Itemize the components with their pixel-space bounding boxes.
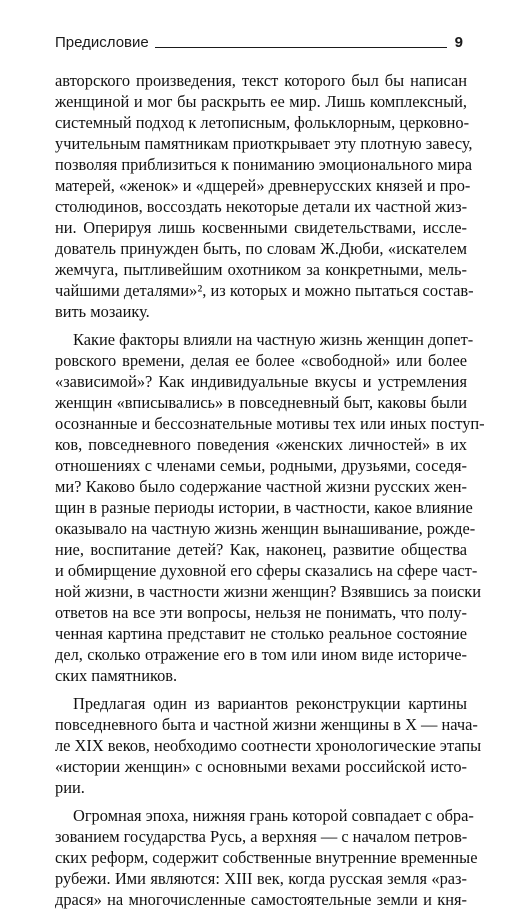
text-line: учительным памятникам приоткрывает эту плотную завесу,	[55, 134, 473, 153]
text-line: оказывало на частную жизнь женщин вынашивание, рожде-	[55, 519, 476, 538]
text-line: «зависимой»? Как индивидуальные вкусы и устремления	[55, 372, 467, 391]
text-line: Какие факторы влияли на частную жизнь женщин допет-	[73, 330, 474, 349]
running-title: Предисловие	[55, 34, 149, 51]
text-line: авторского произведения, текст которого был бы написан	[55, 71, 467, 90]
paragraph-3	[55, 693, 482, 798]
text-line: ченная картина представит не столько реальное состояние	[55, 624, 467, 643]
text-line: Огромная эпоха, нижняя грань которой совпадает с обра-	[73, 806, 474, 825]
body-text	[55, 70, 485, 917]
text-line: ских реформ, содержит собственные внутренние временные	[55, 848, 478, 867]
running-head	[55, 31, 463, 51]
page-number: 9	[454, 34, 463, 51]
text-line: Предлагая один из вариантов реконструкции картины	[73, 694, 467, 713]
text-line: ле XIX веков, необходимо соотнести хронологические этапы	[55, 736, 482, 755]
text-line: позволяя приблизиться к пониманию эмоционального мира	[55, 155, 473, 174]
text-line: осознанные и бессознательные мотивы тех или иных поступ-	[55, 414, 485, 433]
text-line: ских памятников.	[55, 666, 178, 685]
text-line: столюдинов, воссоздать некоторые детали их частной жиз-	[55, 197, 468, 216]
text-line: женщиной и мог бы раскрыть ее мир. Лишь комплексный,	[55, 92, 467, 111]
text-line: ние, воспитание детей? Как, наконец, развитие общества	[55, 540, 467, 559]
text-line: и обмирщение духовной его сферы сказались на сфере част-	[55, 561, 478, 580]
text-line: щин в разные периоды истории, в частности, какое влияние	[55, 498, 473, 517]
text-line: ми? Каково было содержание частной жизни русских жен-	[55, 477, 467, 496]
header-rule	[155, 47, 447, 48]
text-line: жемчуга, пытливейшим охотником за конкретными, мель-	[55, 260, 467, 279]
text-line: ной жизни, в частности жизни женщин? Взявшись за поиски	[55, 582, 482, 601]
text-line: матерей, «женок» и «дщерей» древнерусских князей и про-	[55, 176, 471, 195]
paragraph-4	[55, 805, 478, 910]
text-line: дователь принужден быть, по словам Ж.Дюби, «искателем	[55, 239, 467, 258]
text-line: чайшими деталями»², из которых и можно пытаться состав-	[55, 281, 474, 300]
text-line: драся» на многочисленные самостоятельные земли и кня-	[55, 890, 467, 909]
text-line: повседневного быта и частной жизни женщины в X — нача-	[55, 715, 478, 734]
text-line: зованием государства Русь, а верхняя — с началом петров-	[55, 827, 468, 846]
text-line: ответов на все эти вопросы, нельзя не понимать, что полу-	[55, 603, 467, 622]
text-line: системный подход к летописным, фольклорным, церковно-	[55, 113, 470, 132]
text-line: отношениях с членами семьи, родными, друзьями, соседя-	[55, 456, 467, 475]
text-line: «истории женщин» с основными вехами российской исто-	[55, 757, 467, 776]
text-line: ни. Оперируя лишь косвенными свидетельствами, иссле-	[55, 218, 467, 237]
text-line: ровского времени, делая ее более «свободной» или более	[55, 351, 467, 370]
text-line: женщин «вписывались» в повседневный быт, каковы были	[55, 393, 467, 412]
paragraph-2	[55, 329, 485, 686]
text-line: вить мозаику.	[55, 302, 150, 321]
text-line: дел, сколько отражение его в том или ином виде историче-	[55, 645, 467, 664]
text-line: рии.	[55, 778, 85, 797]
paragraph-1	[55, 70, 474, 322]
text-line: рубежи. Ими являются: XIII век, когда русская земля «раз-	[55, 869, 467, 888]
text-line: ков, повседневного поведения «женских личностей» в их	[55, 435, 467, 454]
